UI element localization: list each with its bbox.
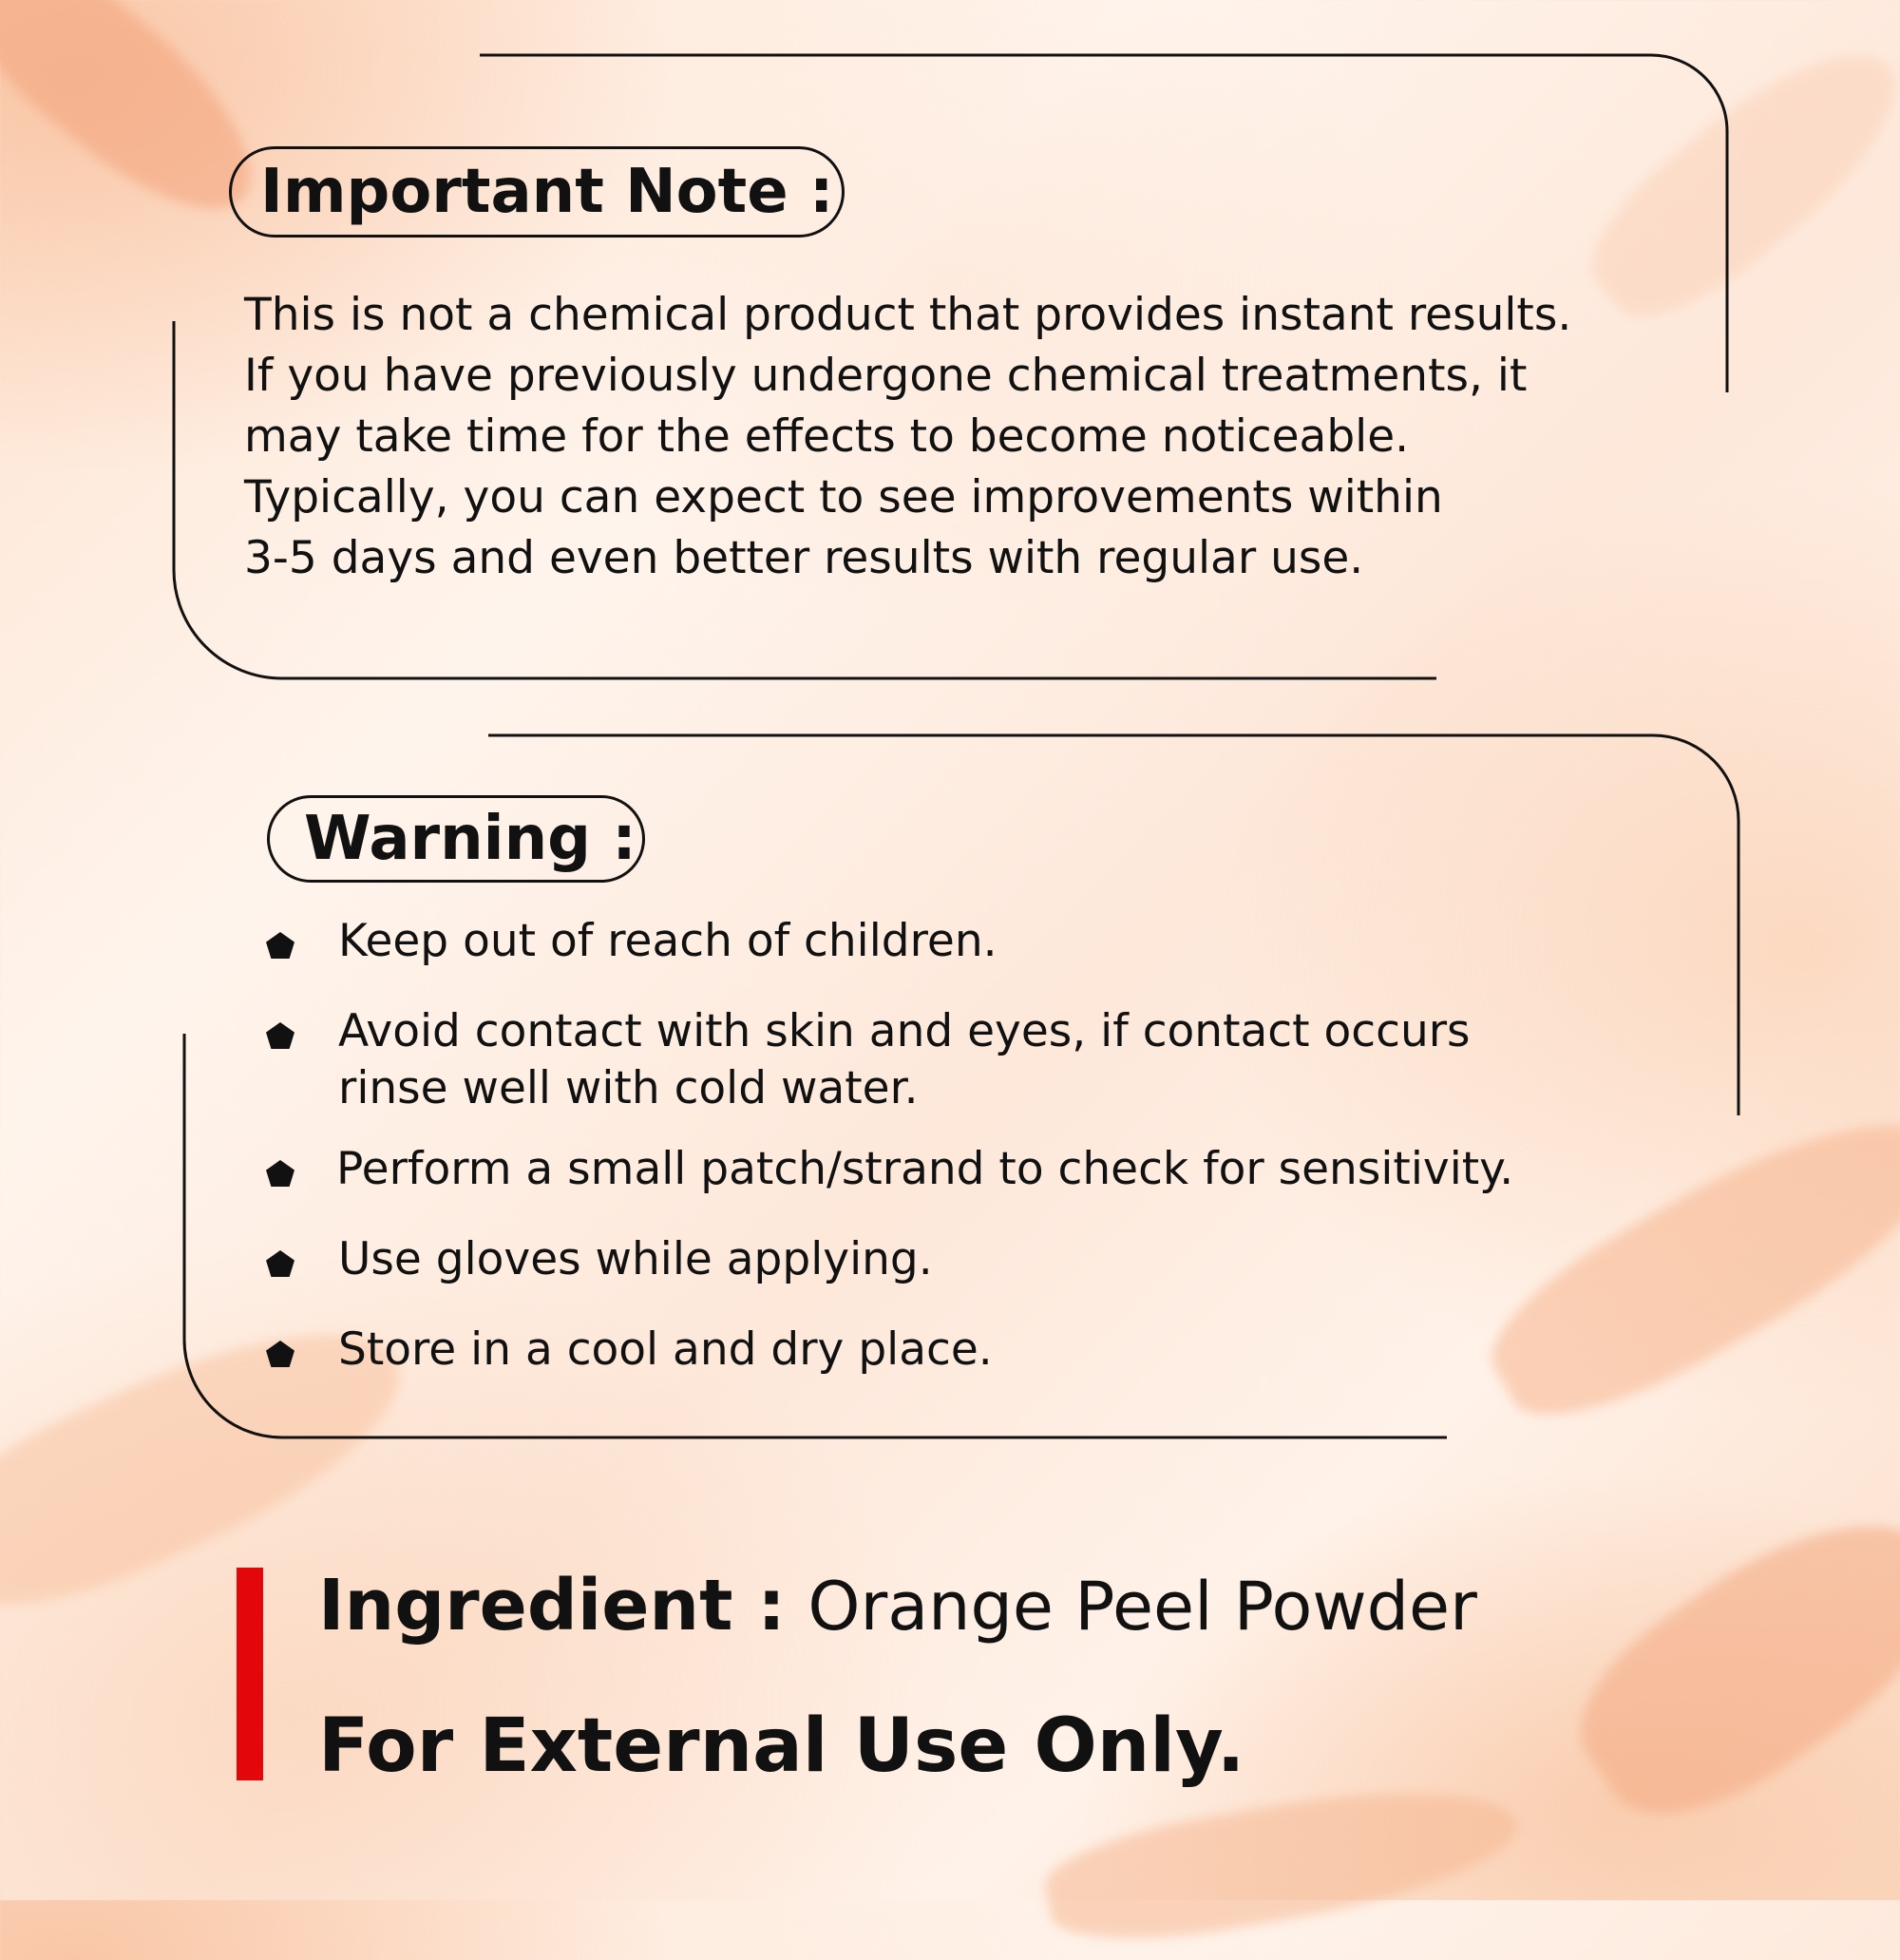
important-note-line: 3-5 days and even better results with regular use. — [244, 532, 1364, 584]
warning-item-text: Perform a small patch/strand to check for sensitivity. — [336, 1143, 1514, 1195]
important-note-title — [229, 146, 845, 238]
warning-title-text: Warning : — [304, 804, 636, 874]
important-note-title-text: Important Note : — [260, 157, 834, 227]
ingredient-label: Ingredient : — [318, 1565, 786, 1646]
warning-title — [267, 795, 645, 883]
warning-item-text: Keep out of reach of children. — [338, 915, 998, 967]
accent-bar — [237, 1568, 263, 1780]
important-note-body — [244, 285, 1707, 589]
important-note-line: may take time for the effects to become noticeable. — [244, 410, 1410, 463]
ingredient-value: Orange Peel Powder — [808, 1568, 1477, 1646]
external-use-notice: For External Use Only. — [318, 1703, 1245, 1789]
warning-item-text: Use gloves while applying. — [338, 1233, 933, 1285]
warning-item-text-continued: rinse well with cold water. — [338, 1062, 919, 1114]
important-note-line: This is not a chemical product that provides instant results. — [244, 289, 1572, 341]
important-note-line: If you have previously undergone chemical treatments, it — [244, 350, 1528, 402]
ingredient-line — [318, 1563, 1477, 1649]
important-note-line: Typically, you can expect to see improvements within — [244, 471, 1443, 523]
warning-item-text: Avoid contact with skin and eyes, if contact occurs — [338, 1005, 1471, 1057]
warning-item-text: Store in a cool and dry place. — [338, 1323, 993, 1376]
